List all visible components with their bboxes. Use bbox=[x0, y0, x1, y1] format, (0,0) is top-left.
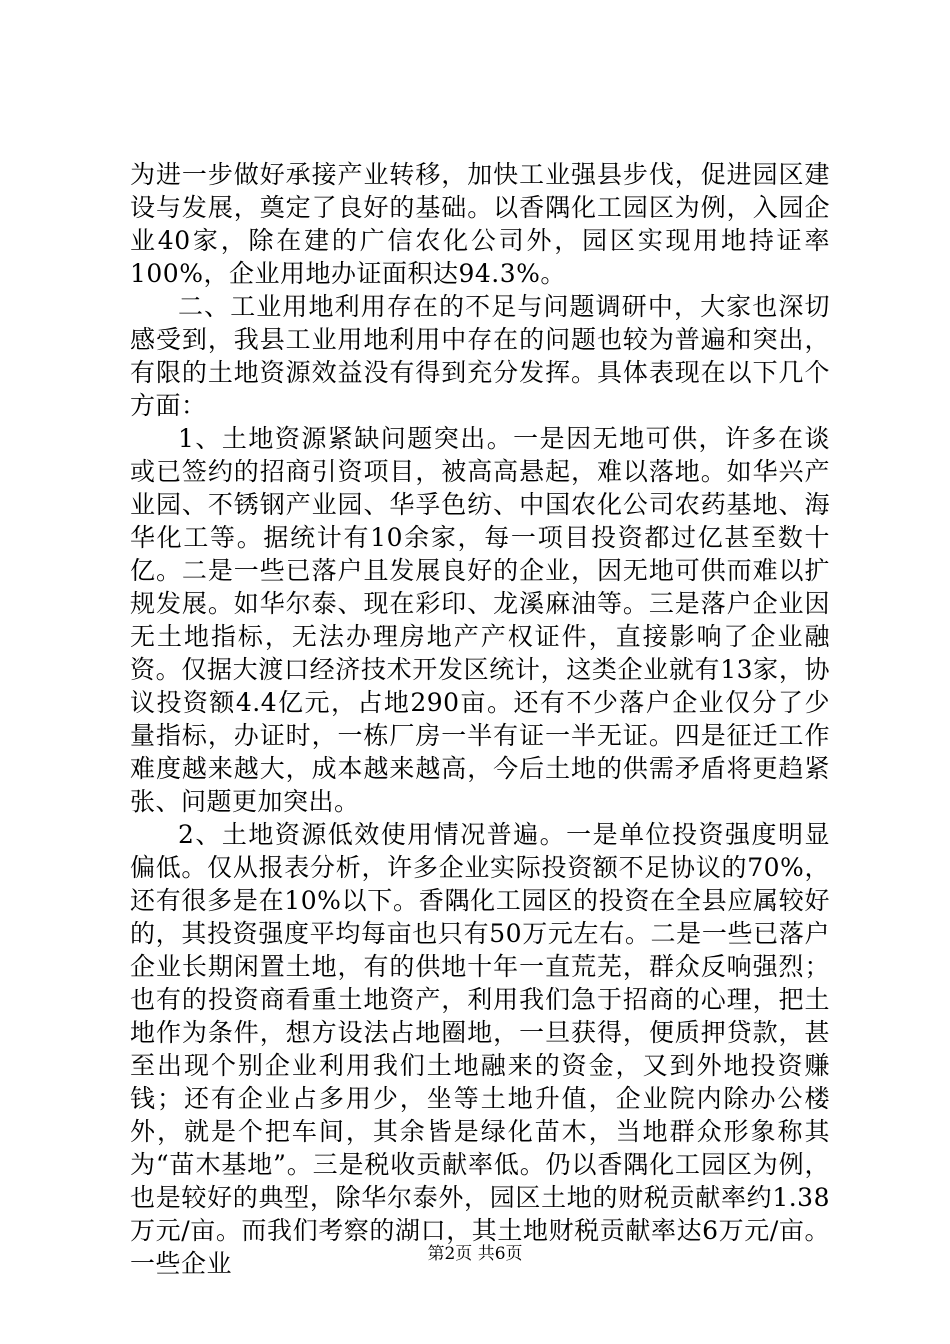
document-body bbox=[130, 158, 830, 1280]
paragraph-item-two: 2、土地资源低效使用情况普遍。一是单位投资强度明显偏低。仅从报表分析，许多企业实际投资额不足协议的70%，还有很多是在10%以下。香隅化工园区的投资在全县应属较好的，其投资强度平均每亩也只有50万元左右。二是一些已落户企业长期闲置土地，有的供地十年一直荒芜，群众反响强烈；也有的投资商看重土地资产，利用我们急于招商的心理，把土地作为条件，想方设法占地圈地，一旦获得，便质押贷款，甚至出现个别企业利用我们土地融来的资金，又到外地投资赚钱；还有企业占多用少，坐等土地升值，企业院内除办公楼外，就是个把车间，其余皆是绿化苗木，当地群众形象称其为“苗木基地”。三是税收贡献率低。仍以香隅化工园区为例，也是较好的典型，除华尔泰外，园区土地的财税贡献率约1.38万元/亩。而我们考察的湖口，其土地财税贡献率达6万元/亩。一些企业 bbox=[130, 820, 830, 1278]
paragraph-continuation: 为进一步做好承接产业转移，加快工业强县步伐，促进园区建设与发展，奠定了良好的基础。以香隅化工园区为例，入园企业40家，除在建的广信农化公司外，园区实现用地持证率100%，企业用地办证面积达94.3%。 bbox=[130, 160, 830, 288]
page-number-label: 第2页 共6页 bbox=[427, 1244, 523, 1264]
paragraph-section-two: 二、工业用地利用存在的不足与问题调研中，大家也深切感受到，我县工业用地利用中存在的问题也较为普遍和突出，有限的土地资源效益没有得到充分发挥。具体表现在以下几个方面： bbox=[130, 292, 830, 420]
paragraph-item-one: 1、土地资源紧缺问题突出。一是因无地可供，许多在谈或已签约的招商引资项目，被高高悬起，难以落地。如华兴产业园、不锈钢产业园、华孚色纺、中国农化公司农药基地、海华化工等。据统计有10余家，每一项目投资都过亿甚至数十亿。二是一些已落户且发展良好的企业，因无地可供而难以扩规发展。如华尔泰、现在彩印、龙溪麻油等。三是落户企业因无土地指标，无法办理房地产产权证件，直接影响了企业融资。仅据大渡口经济技术开发区统计，这类企业就有13家，协议投资额4.4亿元，占地290亩。还有不少落户企业仅分了少量指标，办证时，一栋厂房一半有证一半无证。四是征迁工作难度越来越大，成本越来越高，今后土地的供需矛盾将更趋紧张、问题更加突出。 bbox=[130, 424, 830, 816]
page-footer bbox=[0, 1243, 950, 1265]
